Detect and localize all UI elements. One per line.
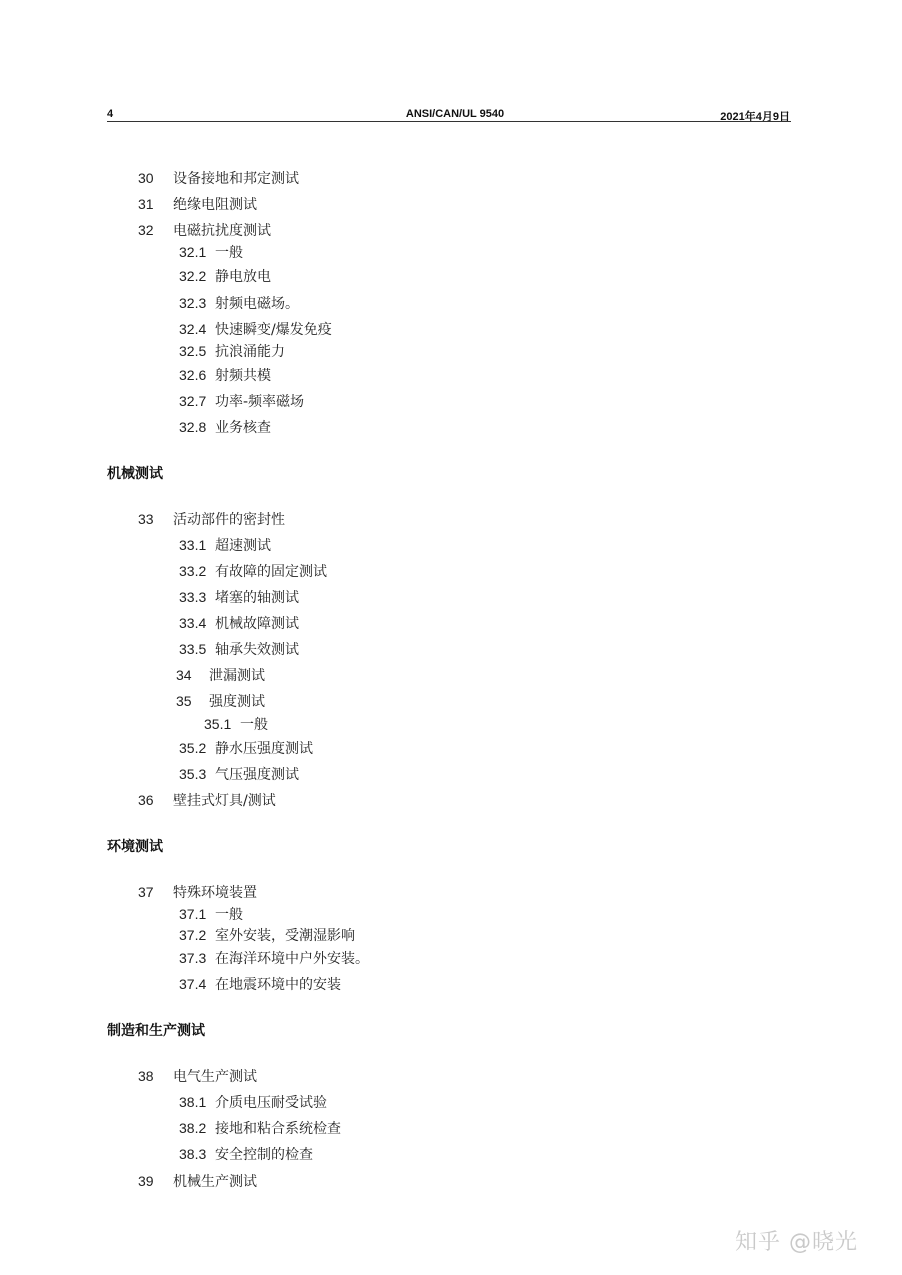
header-rule xyxy=(107,121,791,122)
toc-entry-32-4 xyxy=(179,321,332,338)
toc-entry-31 xyxy=(138,196,257,213)
toc-entry-title: 电磁抗扰度测试 xyxy=(173,223,271,239)
toc-entry-title: 室外安装，受潮湿影响 xyxy=(215,928,355,944)
toc-entry-title: 在地震环境中的安装 xyxy=(215,977,341,993)
toc-entry-number: 37.3 xyxy=(179,950,207,966)
toc-entry-number: 38 xyxy=(138,1068,154,1084)
toc-entry-38-1 xyxy=(179,1094,327,1111)
toc-entry-35 xyxy=(176,693,265,710)
toc-entry-title: 静水压强度测试 xyxy=(215,741,313,757)
toc-entry-number: 35.3 xyxy=(179,766,207,782)
toc-entry-number: 38.1 xyxy=(179,1094,207,1110)
toc-entry-title: 快速瞬变/爆发免疫 xyxy=(215,322,332,338)
toc-entry-number: 31 xyxy=(138,196,154,212)
toc-entry-36 xyxy=(138,792,276,809)
toc-entry-number: 33.4 xyxy=(179,615,207,631)
toc-entry-title: 轴承失效测试 xyxy=(215,642,299,658)
toc-entry-title: 射频电磁场。 xyxy=(215,296,299,312)
toc-entry-number: 37 xyxy=(138,884,154,900)
toc-entry-title: 介质电压耐受试验 xyxy=(215,1095,327,1111)
toc-entry-number: 32.6 xyxy=(179,367,207,383)
toc-entry-title: 活动部件的密封性 xyxy=(173,512,285,528)
toc-entry-33-1 xyxy=(179,537,271,554)
toc-entry-number: 32 xyxy=(138,222,154,238)
section-heading-production: 制造和生产测试 xyxy=(107,1023,205,1039)
toc-entry-35-2 xyxy=(179,740,313,757)
toc-entry-number: 39 xyxy=(138,1173,154,1189)
toc-entry-number: 32.4 xyxy=(179,321,207,337)
toc-entry-title: 特殊环境装置 xyxy=(173,885,257,901)
toc-entry-number: 35.1 xyxy=(204,716,232,732)
toc-entry-number: 33.2 xyxy=(179,563,207,579)
toc-entry-title: 机械故障测试 xyxy=(215,616,299,632)
toc-entry-title: 一般 xyxy=(215,907,243,923)
toc-entry-title: 射频共模 xyxy=(215,368,271,384)
toc-entry-number: 36 xyxy=(138,792,154,808)
toc-entry-number: 32.8 xyxy=(179,419,207,435)
toc-entry-title: 一般 xyxy=(215,245,243,261)
toc-entry-number: 37.2 xyxy=(179,927,207,943)
header-document-id: ANSI/CAN/UL 9540 xyxy=(405,108,505,120)
toc-entry-30 xyxy=(138,170,299,187)
toc-entry-title: 业务核查 xyxy=(215,420,271,436)
toc-entry-32-7 xyxy=(179,393,304,410)
toc-entry-title: 功率-频率磁场 xyxy=(215,394,305,410)
toc-entry-title: 电气生产测试 xyxy=(173,1069,257,1085)
toc-entry-32-3 xyxy=(179,295,299,312)
toc-entry-33-2 xyxy=(179,563,327,580)
toc-entry-32-8 xyxy=(179,419,271,436)
toc-entry-35-1 xyxy=(204,716,268,733)
toc-entry-33 xyxy=(138,511,285,528)
toc-entry-number: 38.2 xyxy=(179,1120,207,1136)
toc-entry-37-1 xyxy=(179,906,243,923)
toc-entry-number: 33.3 xyxy=(179,589,207,605)
toc-entry-title: 泄漏测试 xyxy=(209,668,265,684)
toc-entry-38-2 xyxy=(179,1120,341,1137)
header-date: 2021年4月9日 xyxy=(720,111,790,123)
toc-entry-title: 静电放电 xyxy=(215,269,271,285)
toc-entry-title: 堵塞的轴测试 xyxy=(215,590,299,606)
toc-entry-number: 32.1 xyxy=(179,244,207,260)
toc-entry-title: 超速测试 xyxy=(215,538,271,554)
toc-entry-number: 33.1 xyxy=(179,537,207,553)
section-heading-environmental: 环境测试 xyxy=(107,839,163,855)
toc-entry-number: 30 xyxy=(138,170,154,186)
toc-entry-number: 32.7 xyxy=(179,393,207,409)
toc-entry-number: 34 xyxy=(176,667,192,683)
toc-entry-38 xyxy=(138,1068,257,1085)
toc-entry-33-4 xyxy=(179,615,299,632)
toc-entry-number: 37.1 xyxy=(179,906,207,922)
toc-entry-number: 35 xyxy=(176,693,192,709)
toc-entry-32 xyxy=(138,222,271,239)
toc-entry-37-2 xyxy=(179,927,355,944)
toc-entry-title: 设备接地和邦定测试 xyxy=(173,171,299,187)
toc-entry-35-3 xyxy=(179,766,299,783)
toc-entry-37-3 xyxy=(179,950,369,967)
toc-entry-title: 在海洋环境中户外安装。 xyxy=(215,951,369,967)
toc-entry-number: 35.2 xyxy=(179,740,207,756)
toc-entry-title: 一般 xyxy=(240,717,268,733)
toc-entry-number: 38.3 xyxy=(179,1146,207,1162)
toc-entry-number: 33.5 xyxy=(179,641,207,657)
toc-entry-title: 有故障的固定测试 xyxy=(215,564,327,580)
toc-entry-number: 32.3 xyxy=(179,295,207,311)
toc-entry-32-6 xyxy=(179,367,271,384)
toc-entry-39 xyxy=(138,1173,257,1190)
toc-entry-number: 37.4 xyxy=(179,976,207,992)
toc-entry-title: 安全控制的检查 xyxy=(215,1147,313,1163)
toc-entry-32-5 xyxy=(179,343,285,360)
toc-entry-37 xyxy=(138,884,257,901)
toc-entry-title: 壁挂式灯具/测试 xyxy=(173,793,276,809)
toc-entry-title: 机械生产测试 xyxy=(173,1174,257,1190)
toc-entry-title: 抗浪涌能力 xyxy=(215,344,285,360)
toc-entry-33-3 xyxy=(179,589,299,606)
toc-entry-33-5 xyxy=(179,641,299,658)
header-page-number: 4 xyxy=(107,108,114,120)
toc-entry-32-1 xyxy=(179,244,243,261)
toc-entry-title: 气压强度测试 xyxy=(215,767,299,783)
toc-entry-38-3 xyxy=(179,1146,313,1163)
toc-entry-32-2 xyxy=(179,268,271,285)
toc-entry-37-4 xyxy=(179,976,341,993)
section-heading-mechanical: 机械测试 xyxy=(107,466,163,482)
toc-entry-title: 绝缘电阻测试 xyxy=(173,197,257,213)
toc-entry-number: 33 xyxy=(138,511,154,527)
toc-entry-number: 32.5 xyxy=(179,343,207,359)
toc-entry-number: 32.2 xyxy=(179,268,207,284)
toc-entry-title: 接地和粘合系统检查 xyxy=(215,1121,341,1137)
toc-entry-title: 强度测试 xyxy=(209,694,265,710)
watermark: 知乎 @晓光 xyxy=(735,1230,858,1255)
toc-entry-34 xyxy=(176,667,265,684)
